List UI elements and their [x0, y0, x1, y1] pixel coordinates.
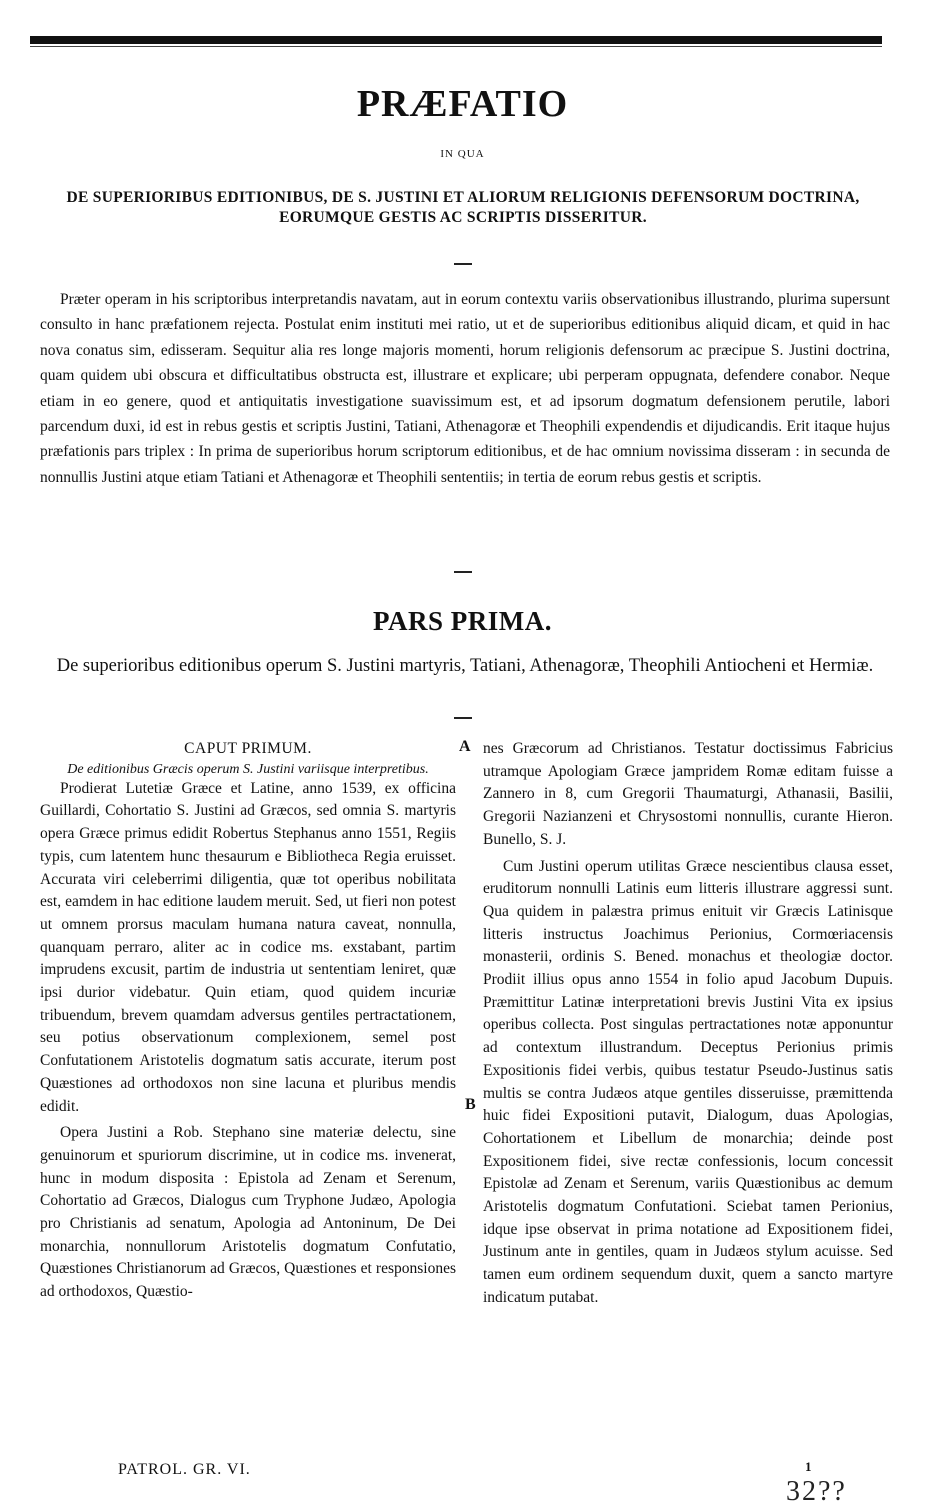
page-title: PRÆFATIO [356, 83, 569, 125]
left-column [40, 738, 456, 1304]
top-rule [30, 36, 882, 44]
left-paragraph-1: Prodierat Lutetiæ Græce et Latine, anno 1539, ex officina Guillardi, Cohortatio S. Justini ad Græcos, sed omnia S. martyris opera Græce primus edidit Robertus Stephanus anno 1551, Regiis typis, cum latentem hunc thesaurum e Bibliotheca Regia eruisset. Accurata viri celeberrimi diligentia, quæ tot operibus nobilitata est, eamdem in hac editione laudem meruit. Sed, ut fieri non potest ut omnem prorsus maculam humana natura caveat, nonnulla, quanquam perraro, aliter ac in codice ms. exstabant, partim imprudens excusit, partim de industria ut sententiam leniret, quæ ipsi durior videbatur. Quin etiam, quod quidem incuriæ tribuendum, brevem quamdam adversus gentiles pertractationem, seu potius observationum complexionem, semel post Confutationem Aristotelis dogmatum satis accurate, iterum post Quæstiones ad orthodoxos non sine lacuna et pluribus mendis edidit. [40, 779, 456, 1115]
footer-page-number: 1 [805, 1459, 812, 1474]
right-paragraph-1: nes Græcorum ad Christianos. Testatur doctissimus Fabricius utramque Apologiam Græce jampridem Romæ editam fuisse a Zannero in 8, cum Gregorii Thaumaturgi, Athanasii, Basilii, Gregorii Nazianzeni et Chrysostomi nonnullis, curante Hieron. Bunello, S. J. [483, 740, 893, 848]
margin-marker-a: A [459, 738, 471, 755]
subtitle-small: IN QUA [440, 148, 485, 160]
right-paragraph-2: Cum Justini operum utilitas Græce nescientibus clausa esset, eruditorum nonnulli Latinis eum litteris illustrare aggressi sunt. Qua quidem in palæstra primus enituit vir Græcis Latinisque litteris instructus Joachimus Perionius, Cormœriacensis monasterii, ordinis S. Bened. monachus et theologiæ doctor. Prodiit illius opus anno 1554 in folio apud Jacobum Dupuis. Præmittitur Latinæ interpretationi brevis Justini Vita ex ipsius operibus collecta. Post singulas pertractationes notæ apponuntur ad contextum illustrandum. Deceptus Perionius primis Expositionis fidei verbis, quibus testatur Pseudo-Justinus satis multis se contra Judæos atque gentiles disseruisse, præmittenda huic fidei Expositioni putavit, Dialogum, duas Apologias, Cohortationem et Libellum de monarchia; deinde post Expositionem fidei, sive rectæ confessionis, locum concessit Epistolæ ad Zenam et Serenum, variis Quæstionibus ac demum Aristotelis dogmatum Confutationi. Sciebat tamen Perionius, idque ipse observat in prima notatione ad Expositionem fidei, Justinum ante in gentiles, quam in Judæos stylum acuisse. Sed tamen eum ordinem sequendum duxit, quem a sancto martyre indicatum putabat. [483, 857, 893, 1306]
right-column [483, 738, 893, 1310]
intro-paragraph: Præter operam in his scriptoribus interpretandis navatam, aut in eorum contextu variis observationibus illustrando, plurima supersunt consulto in hanc præfationem rejecta. Postulat enim instituti mei ratio, ut et de superioribus editionibus aliquid dicam, et quid in hac nova conatus sim, edisseram. Sequitur alia res longe majoris momenti, horum religionis defensorum ac præcipue S. Justini doctrina, quam quidem ubi obscura et difficultatibus obstructa est, illustrare et explicare; ubi perperam oppugnata, defendere conabor. Neque etiam in eo genere, quod et antiquitatis investigatione suavissimum est, et ad ipsorum dogmatum defensionem perutile, labori parcendum duxi, id est in rebus gestis et scriptis Justini, Tatiani, Athenagoræ et Theophili expendendis et dijudicandis. Erit itaque hujus præfationis pars triplex : In prima de superioribus horum scriptorum editionibus, et de hac omnium novissima disseram : in secunda de nonnullis Justini atque etiam Tatiani et Athenagoræ et Theophili sententiis; in tertia de eorum rebus gestis et scriptis. [40, 291, 890, 486]
left-paragraph-2: Opera Justini a Rob. Stephano sine materiæ delectu, sine genuinorum et spuriorum discrimine, ut in codice ms. invenerat, hunc in modum disposita : Epistola ad Zenam et Serenum, Cohortatio ad Græcos, Dialogus cum Tryphone Judæo, Apologia pro Christianis ad senatum, Apologia ad Antoninum, De Dei monarchia, nonnullorum Aristotelis dogmatum Confutatio, Quæstiones Christianorum ad Græcos, Quæstiones et responsiones ad orthodoxos, Quæstio- [40, 1124, 456, 1301]
footer-series: PATROL. GR. VI. [118, 1461, 251, 1478]
margin-marker-b: B [465, 1096, 476, 1113]
caput-subtitle: De editionibus Græcis operum S. Justini variisque interpretibus. [67, 761, 429, 777]
caput-title: CAPUT PRIMUM. [184, 740, 312, 757]
footer-stamp: 32?? [786, 1476, 847, 1507]
divider-dash [454, 571, 472, 573]
subtitle: DE SUPERIORIBUS EDITIONIBUS, DE S. JUSTINI ET ALIORUM RELIGIONIS DEFENSORUM DOCTRINA, EORUMQUE GESTIS AC SCRIPTIS DISSERITUR. [66, 189, 860, 226]
divider-dash [454, 263, 472, 265]
pars-subtitle: De superioribus editionibus operum S. Justini martyris, Tatiani, Athenagoræ, Theophili Antiocheni et Hermiæ. [56, 656, 874, 676]
divider-dash [454, 717, 472, 719]
pars-title: PARS PRIMA. [373, 606, 552, 636]
